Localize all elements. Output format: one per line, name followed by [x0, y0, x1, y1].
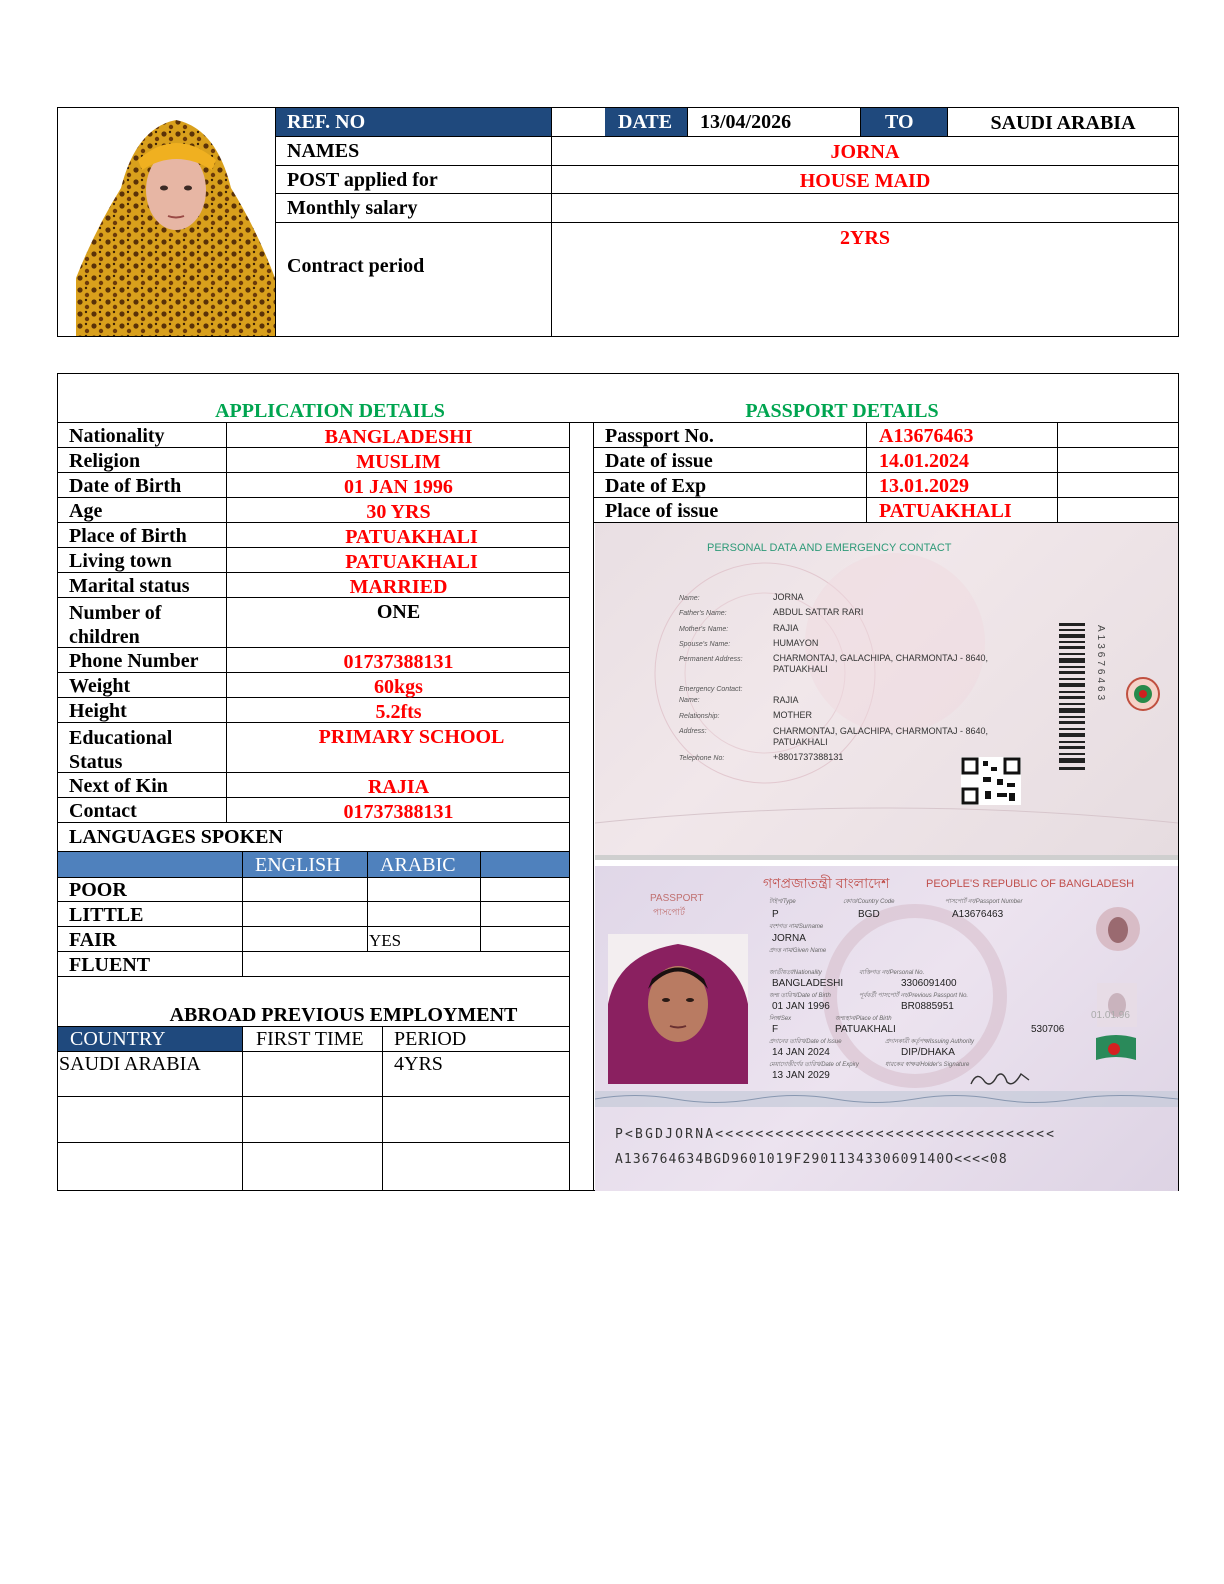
date-label: DATE: [618, 111, 673, 133]
scan-label: Permanent Address:: [679, 656, 743, 663]
bio-label: বংশগত নাম/Surname: [769, 924, 824, 930]
bio-label: লিঙ্গ/Sex: [769, 1016, 792, 1022]
bio-label: জন্মস্থান/Place of Birth: [835, 1016, 892, 1022]
emp-col-first-time: FIRST TIME: [256, 1028, 364, 1050]
app-label: Nationality: [69, 425, 165, 447]
app-value: 60kgs: [374, 676, 423, 698]
post-value: HOUSE MAID: [799, 170, 931, 192]
bio-value: 14 JAN 2024: [772, 1047, 830, 1058]
salary-label: Monthly salary: [287, 197, 418, 219]
bio-country-en: PEOPLE'S REPUBLIC OF BANGLADESH: [926, 878, 1135, 890]
scan-value: RAJIA: [773, 695, 799, 705]
ref-no-label-cell: [276, 108, 551, 136]
bio-value: 530706: [1031, 1024, 1065, 1035]
app-label: Age: [69, 500, 103, 522]
app-value: PRIMARY SCHOOL: [318, 726, 505, 748]
barcode-icon: [1059, 623, 1085, 773]
app-value: 01737388131: [343, 651, 454, 673]
employment-title: ABROAD PREVIOUS EMPLOYMENT: [169, 1004, 518, 1026]
app-value: BANGLADESHI: [324, 426, 473, 448]
bio-label: টাইপ/Type: [769, 899, 796, 905]
passport-value: PATUAKHALI: [879, 500, 1012, 522]
bio-label: মেয়াদোত্তীর্ণের তারিখ/Date of Expiry: [769, 1062, 859, 1068]
bio-label: কোড/Country Code: [843, 899, 895, 905]
app-label: Educational Status: [69, 727, 173, 773]
scan-value: ABDUL SATTAR RARI: [773, 607, 864, 617]
passport-value: A13676463: [879, 425, 974, 447]
mrz-line-2: A136764634BGD9601019F2901134330609140O<<<<08: [615, 1152, 1008, 1167]
bio-value: JORNA: [772, 933, 806, 944]
lang-level: FLUENT: [69, 954, 151, 976]
scan-label: Emergency Contact:: [679, 686, 743, 693]
qr-code-icon: [961, 757, 1021, 805]
app-label: Living town: [69, 550, 172, 572]
lang-level: FAIR: [69, 929, 117, 951]
scan-label: Name:: [679, 697, 700, 704]
date-label-cell: [605, 108, 687, 136]
passport-label: Passport No.: [605, 425, 714, 447]
scan-value: +8801737388131: [773, 752, 844, 762]
scan-value: CHARMONTAJ, GALACHIPA, CHARMONTAJ - 8640,: [773, 726, 989, 736]
bio-label: জন্ম তারিখ/Date of Birth: [769, 993, 831, 999]
emp-col-period: PERIOD: [394, 1028, 467, 1050]
bio-value: P: [772, 909, 779, 920]
scan-label: Telephone No:: [679, 755, 725, 762]
names-label: NAMES: [287, 140, 360, 162]
app-value: MUSLIM: [356, 451, 441, 473]
bio-label: ব্যক্তিগত নং/Personal No.: [859, 970, 925, 976]
mrz-line-1: P<BGDJORNA<<<<<<<<<<<<<<<<<<<<<<<<<<<<<<<<<<: [615, 1127, 1057, 1142]
app-label: Contact: [69, 800, 137, 822]
passport-scan-data-page: [595, 523, 1178, 860]
scan-label: Address:: [679, 728, 707, 735]
languages-header: [58, 852, 569, 877]
app-value: RAJIA: [367, 776, 430, 798]
to-label-cell: [861, 108, 947, 136]
bio-value: BANGLADESHI: [772, 978, 844, 989]
app-value: PATUAKHALI: [345, 551, 478, 573]
contract-value: 2YRS: [839, 227, 890, 249]
scan-label: Relationship:: [679, 713, 720, 720]
passport-label: Date of issue: [605, 450, 713, 472]
lang-col-arabic: ARABIC: [380, 854, 456, 876]
scan-side-number: A13676463: [1095, 625, 1106, 704]
ghost-photo: [1095, 906, 1141, 952]
app-value: 01 JAN 1996: [344, 476, 453, 498]
post-label: POST applied for: [287, 169, 438, 191]
holder-photo: [608, 934, 748, 1084]
app-label: Marital status: [69, 575, 190, 597]
fair-arabic-value: YES: [369, 931, 402, 950]
app-value: ONE: [376, 601, 421, 623]
scan-value: HUMAYON: [773, 638, 819, 648]
bio-value: PATUAKHALI: [835, 1024, 896, 1035]
names-value: JORNA: [830, 141, 900, 163]
applicant-photo: [76, 118, 275, 336]
lang-level: POOR: [69, 879, 127, 901]
date-value: 13/04/2026: [700, 111, 792, 133]
scan-label: Mother's Name:: [679, 626, 729, 633]
scan-value: RAJIA: [773, 623, 799, 633]
app-label: Next of Kin: [69, 775, 168, 797]
bio-label: প্রদানকারী কর্তৃপক্ষ/Issuing Authority: [885, 1039, 975, 1045]
app-label: Place of Birth: [69, 525, 187, 547]
bio-value: BGD: [858, 909, 880, 920]
bio-label: পূর্ববর্তী পাসপোর্ট নং/Previous Passport No.: [859, 993, 969, 999]
app-value: 01737388131: [343, 801, 454, 823]
bio-label: প্রদানের তারিখ/Date of Issue: [769, 1039, 842, 1045]
bio-value: F: [772, 1024, 779, 1035]
app-value: PATUAKHALI: [345, 526, 478, 548]
emp-col-country-cell: [58, 1027, 242, 1051]
app-label: Phone Number: [69, 650, 199, 672]
bio-value: 13 JAN 2029: [772, 1070, 830, 1081]
lang-col-english: ENGLISH: [255, 854, 341, 876]
passport-scan-bio-page: [595, 866, 1178, 1191]
passport-title: PASSPORT DETAILS: [745, 400, 939, 422]
to-label: TO: [885, 111, 914, 133]
app-label: Number of children: [69, 602, 162, 648]
scan-value: PATUAKHALI: [773, 664, 828, 674]
emp-country: SAUDI ARABIA: [59, 1053, 201, 1075]
languages-title: LANGUAGES SPOKEN: [69, 826, 283, 848]
passport-label: Date of Exp: [605, 475, 707, 497]
scan-value: CHARMONTAJ, GALACHIPA, CHARMONTAJ - 8640,: [773, 653, 989, 663]
to-value: SAUDI ARABIA: [990, 112, 1136, 134]
bio-value: BR0885951: [901, 1001, 954, 1012]
passport-value: 14.01.2024: [879, 450, 969, 472]
bio-value: 3306091400: [901, 978, 957, 989]
bio-value: A13676463: [952, 909, 1004, 920]
bio-passport-en: PASSPORT: [650, 893, 704, 904]
passport-value: 13.01.2029: [879, 475, 969, 497]
app-value: 30 YRS: [366, 501, 431, 523]
contract-label: Contract period: [287, 255, 425, 277]
scan-value: JORNA: [773, 592, 804, 602]
ref-no-label: REF. NO: [287, 111, 366, 133]
scan-label: Spouse's Name:: [679, 641, 731, 648]
application-title: APPLICATION DETAILS: [215, 400, 445, 422]
bio-country-bn: গণপ্রজাতন্ত্রী বাংলাদেশ: [763, 875, 890, 891]
scan-label: Name:: [679, 595, 700, 602]
app-label: Weight: [69, 675, 131, 697]
app-label: Religion: [69, 450, 141, 472]
bio-label: প্রদত্ত নাম/Given Name: [769, 948, 827, 954]
bio-value: DIP/DHAKA: [901, 1047, 955, 1058]
bio-passport-bn: পাসপোর্ট: [653, 907, 685, 917]
scan-value: PATUAKHALI: [773, 737, 828, 747]
ref-no-value: [552, 108, 605, 136]
bio-label: ধারকের স্বাক্ষর/Holder's Signature: [885, 1062, 970, 1068]
bio-label: পাসপোর্ট নং/Passport Number: [945, 899, 1023, 905]
signature-icon: [967, 1068, 1033, 1090]
app-label: Height: [69, 700, 127, 722]
app-value: MARRIED: [349, 576, 448, 598]
app-value: 5.2fts: [375, 701, 422, 723]
flag-icon: [1094, 1034, 1138, 1064]
scan-label: Father's Name:: [679, 610, 727, 617]
emp-col-country: COUNTRY: [70, 1028, 166, 1050]
emblem-icon: [1125, 676, 1161, 712]
passport-label: Place of issue: [605, 500, 719, 522]
lang-level: LITTLE: [69, 904, 144, 926]
app-label: Date of Birth: [69, 475, 182, 497]
ghost-date: 01.01.96: [1091, 1010, 1130, 1021]
scan-value: MOTHER: [773, 710, 812, 720]
scan-heading: PERSONAL DATA AND EMERGENCY CONTACT: [707, 542, 952, 554]
bio-value: 01 JAN 1996: [772, 1001, 830, 1012]
bio-label: জাতীয়তা/Nationality: [769, 970, 822, 976]
emp-period: 4YRS: [394, 1053, 443, 1075]
